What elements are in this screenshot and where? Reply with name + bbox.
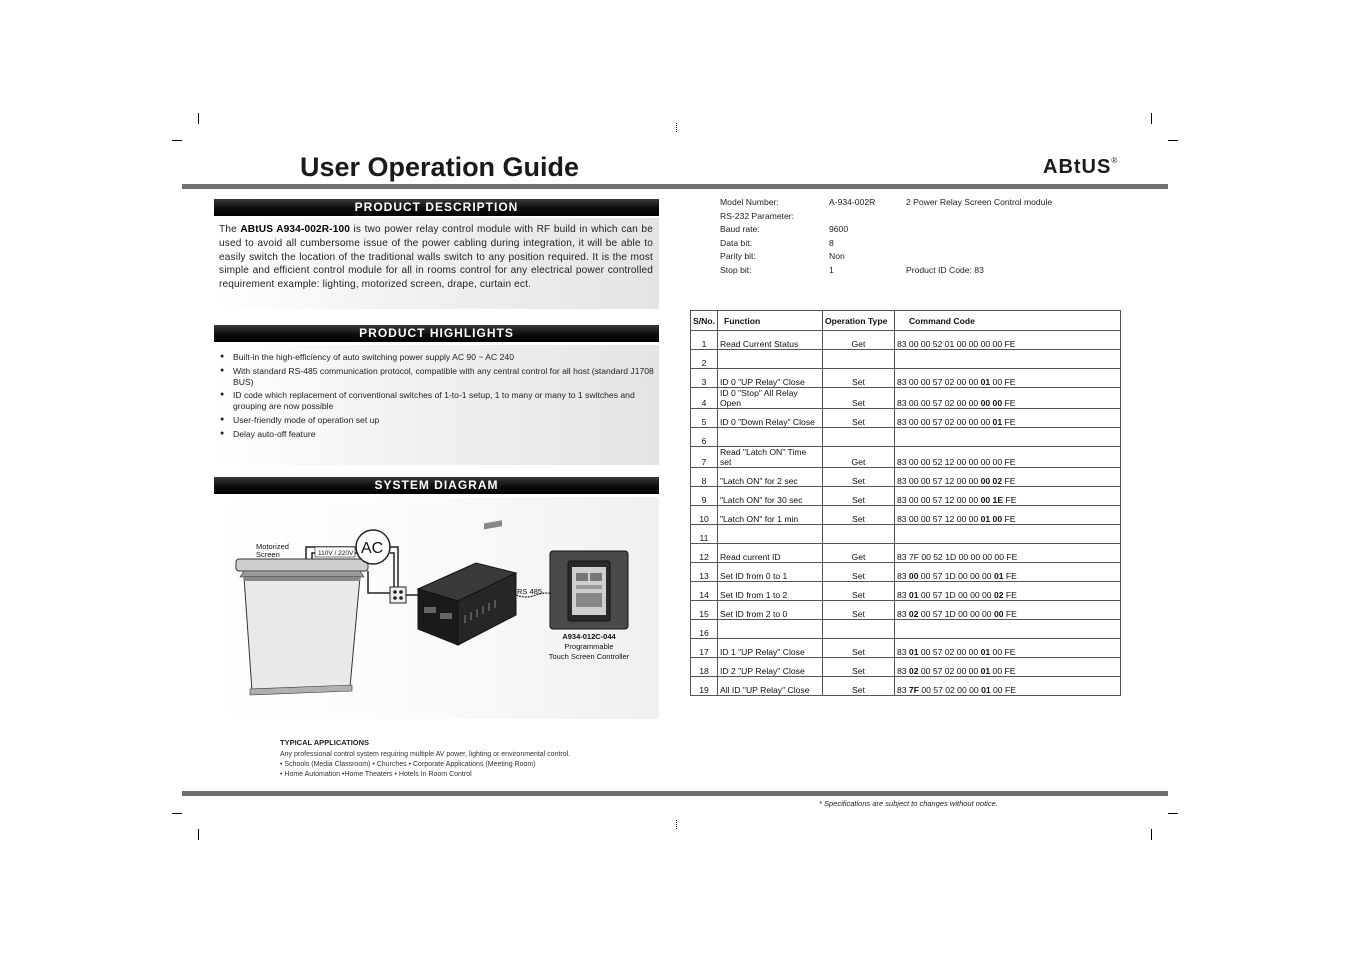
code-segment: 00 57 02 00 00 [918, 647, 981, 657]
row-number: 8 [691, 468, 718, 487]
row-function [717, 620, 822, 639]
row-command-code [894, 388, 1120, 409]
code-segment: FE [1003, 571, 1017, 581]
row-function: Read Current Status [717, 331, 822, 350]
row-number: 6 [691, 428, 718, 447]
spec-value: 8 [829, 238, 834, 248]
row-function: Set ID from 1 to 2 [717, 582, 822, 601]
screen-label-line1: Motorized [256, 542, 289, 551]
controller-model: A934-012C-044 [562, 632, 616, 641]
row-number: 11 [691, 525, 718, 544]
crop-mark [1151, 113, 1152, 124]
row-command-code [894, 525, 1120, 544]
brand-logo [1043, 156, 1118, 179]
table-row [691, 525, 1121, 544]
row-function: ID 1 "UP Relay" Close [717, 639, 822, 658]
code-highlight: 01 [980, 647, 991, 657]
desc-intro: The [219, 224, 241, 235]
list-item: ● User-friendly mode of operation set up [220, 415, 656, 426]
row-number: 12 [691, 544, 718, 563]
table-row [691, 447, 1121, 468]
controller-label-line1: Programmable [564, 642, 614, 651]
spec-value: Non [829, 251, 845, 261]
crop-mark [172, 813, 182, 814]
page-title: User Operation Guide [300, 152, 580, 182]
code-highlight: 00 00 [980, 398, 1003, 408]
code-segment: 00 57 02 00 00 [918, 666, 981, 676]
row-command-code [894, 447, 1120, 468]
desc-body: is two power relay control module with RF build in which can be used to avoid all cumbersome issue of the power cabling during integration, it will be able to easily switch the location of the traditional walls switch to any position required. It is the most simple and efficient control module for all in rooms control for any electrical power controlled requirement example: lighting, motorized screen, drape, curtain ect. [219, 224, 653, 291]
applications-line: Any professional control system requiring multiple AV power, lighting or environmental control. [280, 751, 571, 758]
list-item: ● Built-in the high-efficiency of auto switching power supply AC 90 ~ AC 240 [220, 352, 656, 363]
code-segment: 83 00 00 57 02 00 00 00 [896, 417, 993, 427]
table-row [691, 350, 1121, 369]
list-item: ● With standard RS-485 communication protocol, compatible with any central control for all host (standard J1708 BUS) [220, 366, 656, 388]
code-segment: 83 00 00 57 02 00 00 [896, 398, 981, 408]
system-diagram [214, 497, 659, 719]
controller-label-line2: Touch Screen Controller [548, 652, 630, 661]
row-function: Read current ID [717, 544, 822, 563]
spec-value: 2 Power Relay Screen Control module [906, 197, 1053, 207]
row-function: All ID "UP Relay" Close [717, 677, 822, 696]
spec-value: 1 [829, 265, 834, 275]
typical-applications [280, 738, 660, 780]
voltage-label: 110V / 220V [318, 550, 354, 557]
code-segment: 00 57 02 00 00 [918, 685, 982, 695]
row-number: 19 [691, 677, 718, 696]
touch-screen-controller-image [550, 551, 628, 629]
code-highlight: 02 [993, 590, 1004, 600]
column-header: Command Code [894, 311, 1120, 331]
table-row [691, 388, 1121, 409]
crop-mark [172, 140, 182, 141]
row-operation-type: Set [822, 677, 894, 696]
row-function: ID 2 "UP Relay" Close [717, 658, 822, 677]
row-command-code [894, 468, 1120, 487]
crop-mark [1151, 829, 1152, 840]
row-operation-type: Set [822, 601, 894, 620]
code-highlight: 01 [980, 377, 991, 387]
top-divider [182, 184, 1168, 189]
row-operation-type [822, 525, 894, 544]
product-description-text [219, 223, 653, 292]
table-row [691, 487, 1121, 506]
code-segment: 83 [896, 609, 909, 619]
applications-line: • Schools (Media Classroom) • Churches • Corporate Applications (Meeting Room) [280, 761, 536, 768]
code-highlight: 7F [908, 685, 919, 695]
row-number: 9 [691, 487, 718, 506]
row-operation-type: Set [822, 487, 894, 506]
row-operation-type: Set [822, 563, 894, 582]
row-operation-type: Set [822, 409, 894, 428]
code-highlight: 01 [993, 571, 1004, 581]
table-row [691, 582, 1121, 601]
code-segment: 83 00 00 57 12 00 00 [896, 495, 981, 505]
code-highlight: 01 [992, 417, 1003, 427]
product-description-heading: PRODUCT DESCRIPTION [214, 199, 659, 216]
row-operation-type: Set [822, 639, 894, 658]
table-row [691, 639, 1121, 658]
row-command-code [894, 620, 1120, 639]
row-number: 5 [691, 409, 718, 428]
code-segment: 83 [896, 571, 909, 581]
code-segment: 83 00 00 57 12 00 00 [896, 476, 981, 486]
spec-label: RS-232 Parameter: [720, 211, 795, 221]
row-number: 17 [691, 639, 718, 658]
row-function: Set ID from 2 to 0 [717, 601, 822, 620]
table-row [691, 677, 1121, 696]
row-command-code [894, 563, 1120, 582]
row-number: 15 [691, 601, 718, 620]
table-row [691, 369, 1121, 388]
code-highlight: 01 00 [980, 514, 1003, 524]
code-highlight: 01 [981, 685, 991, 695]
code-segment: FE [1002, 476, 1016, 486]
row-command-code [894, 582, 1120, 601]
table-row [691, 620, 1121, 639]
crop-mark [676, 123, 678, 132]
row-command-code [894, 544, 1120, 563]
row-operation-type: Get [822, 331, 894, 350]
table-row [691, 468, 1121, 487]
code-segment: 83 [896, 647, 909, 657]
code-segment: 00 FE [990, 377, 1016, 387]
crop-mark [198, 113, 199, 124]
motorized-screen-image [236, 559, 368, 695]
product-highlights-heading: PRODUCT HIGHLIGHTS [214, 325, 659, 342]
screen-label-line2: Screen [256, 550, 280, 559]
column-header: Operation Type [822, 311, 894, 331]
row-number: 3 [691, 369, 718, 388]
row-number: 18 [691, 658, 718, 677]
terminal-block-icon [390, 587, 406, 603]
code-highlight: 00 02 [980, 476, 1003, 486]
code-highlight: 01 [908, 590, 919, 600]
row-operation-type: Set [822, 658, 894, 677]
code-segment: 83 7F 00 52 1D 00 00 00 00 FE [896, 552, 1018, 562]
row-function: ID 0 "UP Relay" Close [717, 369, 822, 388]
code-segment: 83 00 00 52 12 00 00 00 00 FE [896, 457, 1016, 467]
table-row [691, 601, 1121, 620]
table-header-row [691, 311, 1121, 331]
crop-mark [198, 829, 199, 840]
spec-label: Model Number: [720, 197, 779, 207]
code-segment: FE [1003, 495, 1017, 505]
row-command-code [894, 369, 1120, 388]
applications-line: • Home Automation •Home Theaters • Hotels In Room Control [280, 771, 472, 778]
rs485-label: RS 485 [517, 587, 543, 596]
crop-mark [676, 820, 678, 829]
list-item: ● Delay auto-off feature [220, 429, 656, 440]
code-segment: FE [1002, 514, 1016, 524]
row-operation-type: Set [822, 388, 894, 409]
row-command-code [894, 428, 1120, 447]
column-header: Function [717, 311, 822, 331]
code-highlight: 00 [993, 609, 1004, 619]
list-item: ● ID code which replacement of conventional switches of 1-to-1 setup, 1 to many or many to 1 switches and grouping are now possible [220, 390, 656, 412]
spec-value: A-934-002R [829, 197, 876, 207]
row-operation-type: Set [822, 468, 894, 487]
row-function [717, 350, 822, 369]
table-row [691, 331, 1121, 350]
command-table-body [691, 331, 1121, 696]
product-model-name: ABtUS A934-002R-100 [240, 224, 350, 235]
table-row [691, 409, 1121, 428]
row-command-code [894, 639, 1120, 658]
row-number: 4 [691, 388, 718, 409]
row-number: 16 [691, 620, 718, 639]
row-command-code [894, 677, 1120, 696]
row-function: ID 0 "Down Relay" Close [717, 409, 822, 428]
row-function [717, 428, 822, 447]
spec-value: Product ID Code: 83 [906, 265, 984, 275]
row-function: "Latch ON" for 30 sec [717, 487, 822, 506]
row-operation-type [822, 350, 894, 369]
row-number: 1 [691, 331, 718, 350]
command-table [690, 310, 1121, 696]
row-operation-type [822, 620, 894, 639]
row-function: Read "Latch ON" Time set [717, 447, 822, 468]
specification-footnote: * Specifications are subject to changes without notice. [819, 799, 998, 808]
row-function [717, 525, 822, 544]
row-operation-type: Set [822, 582, 894, 601]
row-command-code [894, 601, 1120, 620]
bottom-divider [182, 791, 1168, 796]
table-row [691, 544, 1121, 563]
row-operation-type [822, 428, 894, 447]
highlights-list [220, 352, 656, 443]
code-segment: 00 57 1D 00 00 00 [918, 590, 994, 600]
code-segment: FE [1003, 590, 1017, 600]
code-segment: 00 FE [990, 666, 1016, 676]
row-command-code [894, 487, 1120, 506]
spec-label: Data bit: [720, 238, 753, 248]
row-number: 14 [691, 582, 718, 601]
code-highlight: 00 [908, 571, 919, 581]
relay-module-image [418, 520, 516, 645]
code-segment: 83 [896, 685, 909, 695]
code-segment: 00 FE [990, 685, 1016, 695]
code-segment: 83 [896, 590, 909, 600]
applications-title: TYPICAL APPLICATIONS [280, 738, 370, 747]
registered-mark: ® [1111, 156, 1119, 166]
row-operation-type: Set [822, 369, 894, 388]
row-function: "Latch ON" for 1 min [717, 506, 822, 525]
code-segment: 83 00 00 57 02 00 00 [896, 377, 981, 387]
code-highlight: 02 [908, 609, 919, 619]
code-highlight: 01 [908, 647, 919, 657]
system-diagram-heading: SYSTEM DIAGRAM [214, 477, 659, 494]
crop-mark [1168, 140, 1178, 141]
row-command-code [894, 658, 1120, 677]
code-highlight: 01 [980, 666, 991, 676]
row-operation-type: Get [822, 447, 894, 468]
code-segment: 83 [896, 666, 909, 676]
code-segment: 00 57 1D 00 00 00 [918, 609, 994, 619]
row-function: "Latch ON" for 2 sec [717, 468, 822, 487]
table-row [691, 563, 1121, 582]
table-row [691, 428, 1121, 447]
row-function: Set ID from 0 to 1 [717, 563, 822, 582]
row-operation-type: Get [822, 544, 894, 563]
row-command-code [894, 409, 1120, 428]
code-segment: 83 00 00 52 01 00 00 00 00 FE [896, 339, 1016, 349]
code-segment: 00 FE [990, 647, 1016, 657]
code-segment: 00 57 1D 00 00 00 [918, 571, 994, 581]
table-row [691, 658, 1121, 677]
row-operation-type: Set [822, 506, 894, 525]
row-number: 13 [691, 563, 718, 582]
spec-label: Stop bit: [720, 265, 752, 275]
code-segment: FE [1002, 417, 1016, 427]
spec-label: Baud rate: [720, 224, 760, 234]
spec-value: 9600 [829, 224, 849, 234]
logo-text: ABtUS [1043, 156, 1112, 178]
code-highlight: 02 [908, 666, 919, 676]
table-row [691, 506, 1121, 525]
row-command-code [894, 506, 1120, 525]
code-segment: FE [1003, 609, 1017, 619]
crop-mark [1168, 813, 1178, 814]
code-segment: 83 00 00 57 12 00 00 [896, 514, 981, 524]
row-number: 2 [691, 350, 718, 369]
code-highlight: 00 1E [980, 495, 1004, 505]
code-segment: FE [1002, 398, 1016, 408]
row-function: ID 0 "Stop" All Relay Open [717, 388, 822, 409]
row-number: 7 [691, 447, 718, 468]
ac-label: AC [361, 540, 384, 557]
row-number: 10 [691, 506, 718, 525]
row-command-code [894, 331, 1120, 350]
spec-label: Parity bit: [720, 251, 756, 261]
column-header: S/No. [691, 311, 718, 331]
row-command-code [894, 350, 1120, 369]
